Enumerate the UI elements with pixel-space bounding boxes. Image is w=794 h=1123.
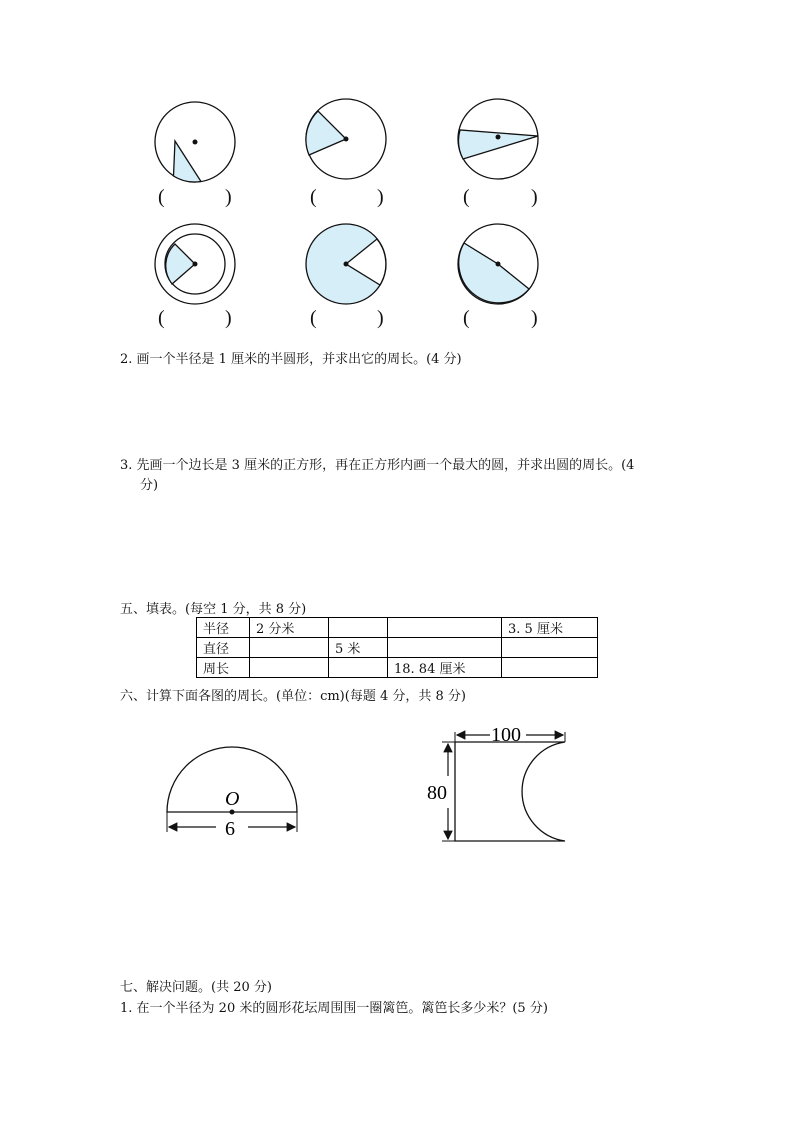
- answer-paren-right-2: ): [377, 186, 384, 208]
- answer-paren-right-3: ): [531, 186, 538, 208]
- fill-table: [196, 617, 598, 678]
- table-cell: [250, 638, 329, 658]
- question-3-line-1: 3. 先画一个边长是 3 厘米的正方形，再在正方形内画一个最大的圆，并求出圆的周长。(4: [120, 458, 635, 473]
- table-cell: 周长: [197, 658, 250, 678]
- answer-paren-left-6: (: [463, 307, 470, 329]
- shaded-sector: [174, 141, 202, 182]
- answer-paren-left-4: (: [158, 307, 165, 329]
- shape-outline: [455, 742, 565, 841]
- center-dot: [193, 262, 198, 267]
- width-label: 100: [491, 724, 521, 746]
- section-5-title: 五、填表。(每空 1 分，共 8 分): [120, 602, 307, 617]
- circle-figure-5: [306, 224, 386, 304]
- center-dot: [193, 140, 198, 145]
- answer-paren-left-2: (: [310, 186, 317, 208]
- answer-paren-right-1: ): [225, 186, 232, 208]
- table-cell: 直径: [197, 638, 250, 658]
- answer-paren-right-4: ): [225, 307, 232, 329]
- table-cell: [329, 658, 388, 678]
- section-7-question-1: 1. 在一个半径为 20 米的圆形花坛周围围一圈篱笆。篱笆长多少米？(5 分): [120, 1001, 548, 1016]
- height-label: 80: [427, 782, 447, 804]
- table-row: [197, 618, 598, 638]
- semicircle-figure: [150, 740, 320, 850]
- answer-paren-right-6: ): [531, 307, 538, 329]
- table-row: [197, 638, 598, 658]
- center-label: O: [225, 788, 240, 810]
- table-cell: 半径: [197, 618, 250, 638]
- section-7-title: 七、解决问题。(共 20 分): [120, 980, 272, 995]
- diameter-label: 6: [225, 818, 235, 840]
- table-cell: [502, 658, 598, 678]
- center-dot: [344, 262, 349, 267]
- question-2: 2. 画一个半径是 1 厘米的半圆形，并求出它的周长。(4 分): [120, 352, 462, 367]
- center-dot: [230, 810, 235, 815]
- table-cell: [502, 638, 598, 658]
- table-cell: [329, 618, 388, 638]
- table-cell: 18. 84 厘米: [388, 658, 502, 678]
- table-cell: [388, 638, 502, 658]
- center-dot: [344, 137, 349, 142]
- answer-paren-right-5: ): [377, 307, 384, 329]
- question-3-line-2: 分): [140, 478, 159, 493]
- center-dot: [496, 135, 501, 140]
- answer-paren-left-5: (: [310, 307, 317, 329]
- table-cell: [250, 658, 329, 678]
- circle-figure-1: [155, 102, 235, 182]
- circle-figure-4: [155, 224, 235, 304]
- circle-figure-3: [458, 99, 538, 179]
- circle-figures: [0, 0, 794, 340]
- table-cell: 5 米: [329, 638, 388, 658]
- answer-paren-left-3: (: [463, 186, 470, 208]
- table-cell: 2 分米: [250, 618, 329, 638]
- table-cell: 3. 5 厘米: [502, 618, 598, 638]
- rectangle-cutout-figure: [420, 718, 590, 853]
- table-row: [197, 658, 598, 678]
- circle-figure-2: [306, 99, 386, 179]
- circle-figure-6: [458, 224, 538, 304]
- section-6-title: 六、计算下面各图的周长。(单位：cm)(每题 4 分，共 8 分): [120, 689, 466, 704]
- table-cell: [388, 618, 502, 638]
- center-dot: [496, 262, 501, 267]
- answer-paren-left-1: (: [158, 186, 165, 208]
